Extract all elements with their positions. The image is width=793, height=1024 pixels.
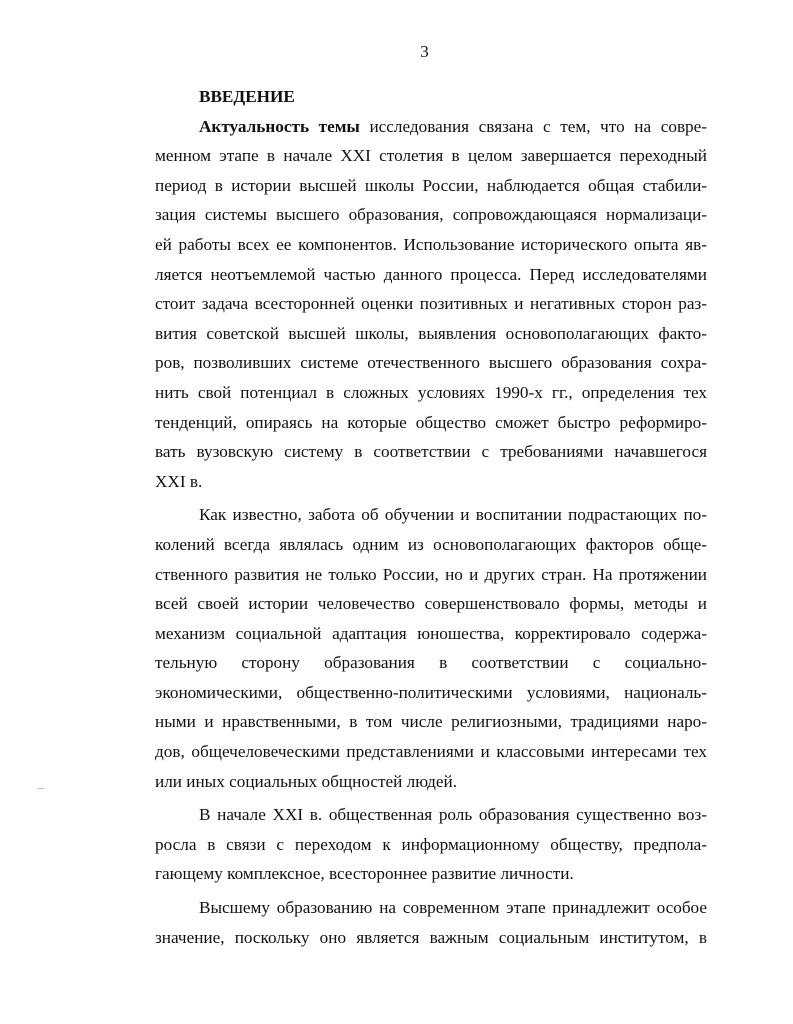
margin-mark [38,788,44,789]
paragraph-line: В начале XXI в. общественная роль образования существенно воз- [199,805,707,825]
lead-text: исследования связана с тем, что на совре- [359,116,707,136]
paragraph-line: период в истории высшей школы России, наблюдается общая стабили- [155,175,707,195]
paragraph-line: ными и нравственными, в том числе религиозными, традициями наро- [155,712,707,732]
paragraph-line: стоит задача всесторонней оценки позитивных и негативных сторон раз- [155,294,707,314]
paragraph-line: значение, поскольку оно является важным социальным институтом, в [155,927,707,947]
paragraph-line: менном этапе в начале XXI столетия в целом завершается переходный [155,146,707,166]
paragraph-line: колений всегда являлась одним из основополагающих факторов обще- [155,534,707,554]
paragraph-line: ственного развития не только России, но и других стран. На протяжении [155,564,707,584]
paragraph-1 [155,112,707,497]
paragraph-line: росла в связи с переходом к информационному обществу, предпола- [155,834,707,854]
paragraph-line: Как известно, забота об обучении и воспитании подрастающих по- [199,505,707,525]
paragraph-4 [155,893,707,952]
paragraph-line: дов, общечеловеческими представлениями и классовыми интересами тех [155,742,707,762]
paragraph-2 [155,500,707,796]
paragraph-line: тельную сторону образования в соответствии с социально- [155,653,707,673]
paragraph-line: экономическими, общественно-политическими условиями, националь- [155,682,707,702]
paragraph-line: ей работы всех ее компонентов. Использование исторического опыта яв- [155,234,707,254]
paragraph-3 [155,800,707,889]
paragraph-line: тенденций, опираясь на которые общество сможет быстро реформиро- [155,412,707,432]
paragraph-line: вать вузовскую систему в соответствии с требованиями начавшегося [155,442,707,462]
paragraph-line: XXI в. [155,471,203,491]
lead-term: Актуальность темы [199,116,360,136]
page-number: 3 [420,42,429,61]
section-heading: ВВЕДЕНИЕ [199,87,295,106]
paragraph-line: всей своей истории человечество совершенствовало формы, методы и [155,594,707,614]
paragraph-line: механизм социальной адаптация юношества, корректировало содержа- [155,623,707,643]
paragraph-line: вития советской высшей школы, выявления основополагающих факто- [155,323,707,343]
paragraph-line: Высшему образованию на современном этапе принадлежит особое [199,898,707,918]
document-body [155,82,707,952]
paragraph-line [155,112,707,142]
paragraph-line: ров, позволивших системе отечественного высшего образования сохра- [155,353,707,373]
paragraph-line: нить свой потенциал в сложных условиях 1990-х гг., определения тех [155,382,707,402]
paragraph-line: ляется неотъемлемой частью данного процесса. Перед исследователями [155,264,707,284]
paragraph-line: зация системы высшего образования, сопровождающаяся нормализаци- [155,205,707,225]
paragraph-line: гающему комплексное, всестороннее развитие личности. [155,864,574,884]
paragraph-line: или иных социальных общностей людей. [155,771,458,791]
